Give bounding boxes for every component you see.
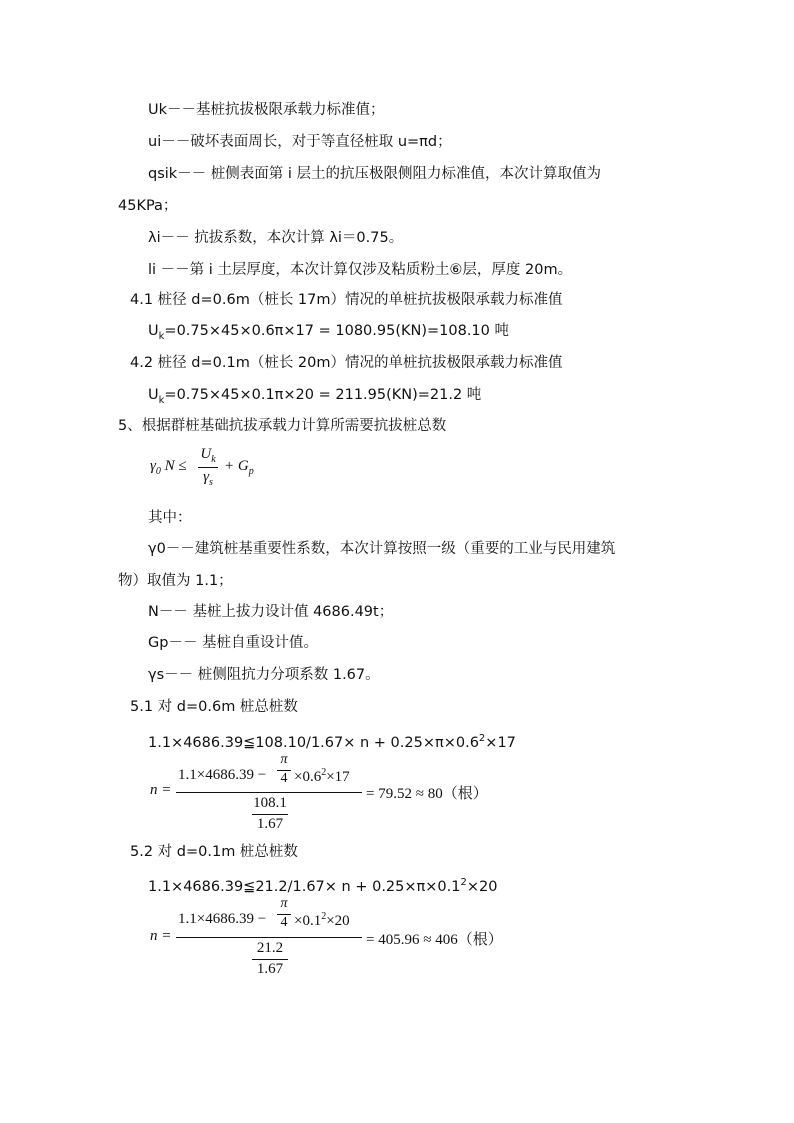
- section-5-2-inequality: 1.1×4686.39≦21.2/1.67× $n + 0.25\times\pi\times 0.1^2\times 20$: [148, 877, 498, 895]
- def-gamma0-line1: γ0－－建筑桩基重要性系数，本次计算按照一级（重要的工业与民用建筑: [148, 541, 616, 557]
- section-4-2-calc: $U_k=0.75\times 45\times 0.1\pi\times 20 = 211.95(KN)=21.2$ 吨: [148, 387, 482, 406]
- section-4-1-calc: $U_k=0.75\times 45\times 0.6\pi\times 17 = 1080.95(KN)=108.10$ 吨: [148, 323, 509, 342]
- def-qsik-line2: 45KPa；: [118, 198, 178, 214]
- def-ui: ui－－破坏表面周长，对于等直径桩取 u=πd；: [148, 134, 452, 150]
- def-qsik-line1: qsik－－ 桩侧表面第 i 层土的抗压极限侧阻力标准值，本次计算取值为: [148, 166, 602, 182]
- def-gamma0-line2: 物）取值为 1.1；: [118, 573, 233, 589]
- def-lambda: λi－－ 抗拔系数，本次计算 λi＝0.75。: [148, 230, 404, 246]
- def-gp: Gp－－ 基桩自重设计值。: [148, 635, 319, 651]
- def-n: N－－ 基桩上拔力设计值 4686.49t；: [148, 604, 394, 620]
- section-4-2-heading: 4.2 桩径 d=0.1m（桩长 20m）情况的单桩抗拔极限承载力标准值: [130, 355, 563, 371]
- def-li: li －－第 i 土层厚度，本次计算仅涉及粘质粉土⑥层，厚度 20m。: [148, 262, 573, 278]
- where-label: 其中：: [148, 510, 192, 526]
- section-5-1-inequality: 1.1×4686.39≦108.10/1.67× $n + 0.25\times\pi\times 0.6^2\times 17$: [148, 733, 516, 751]
- def-gamma-s: γs－－ 桩侧阻抗力分项系数 1.67。: [148, 667, 380, 683]
- section-4-1-heading: 4.1 桩径 d=0.6m（桩长 17m）情况的单桩抗拔极限承载力标准值: [130, 292, 563, 308]
- section-5-1-heading: 5.1 对 d=0.6m 桩总桩数: [130, 699, 298, 715]
- section-5-heading: 5、根据群桩基础抗拔承载力计算所需要抗拔桩总数: [118, 418, 447, 434]
- section-5-2-heading: 5.2 对 d=0.1m 桩总桩数: [130, 844, 298, 860]
- def-uk: Uk－－基桩抗拔极限承载力标准值；: [148, 102, 385, 118]
